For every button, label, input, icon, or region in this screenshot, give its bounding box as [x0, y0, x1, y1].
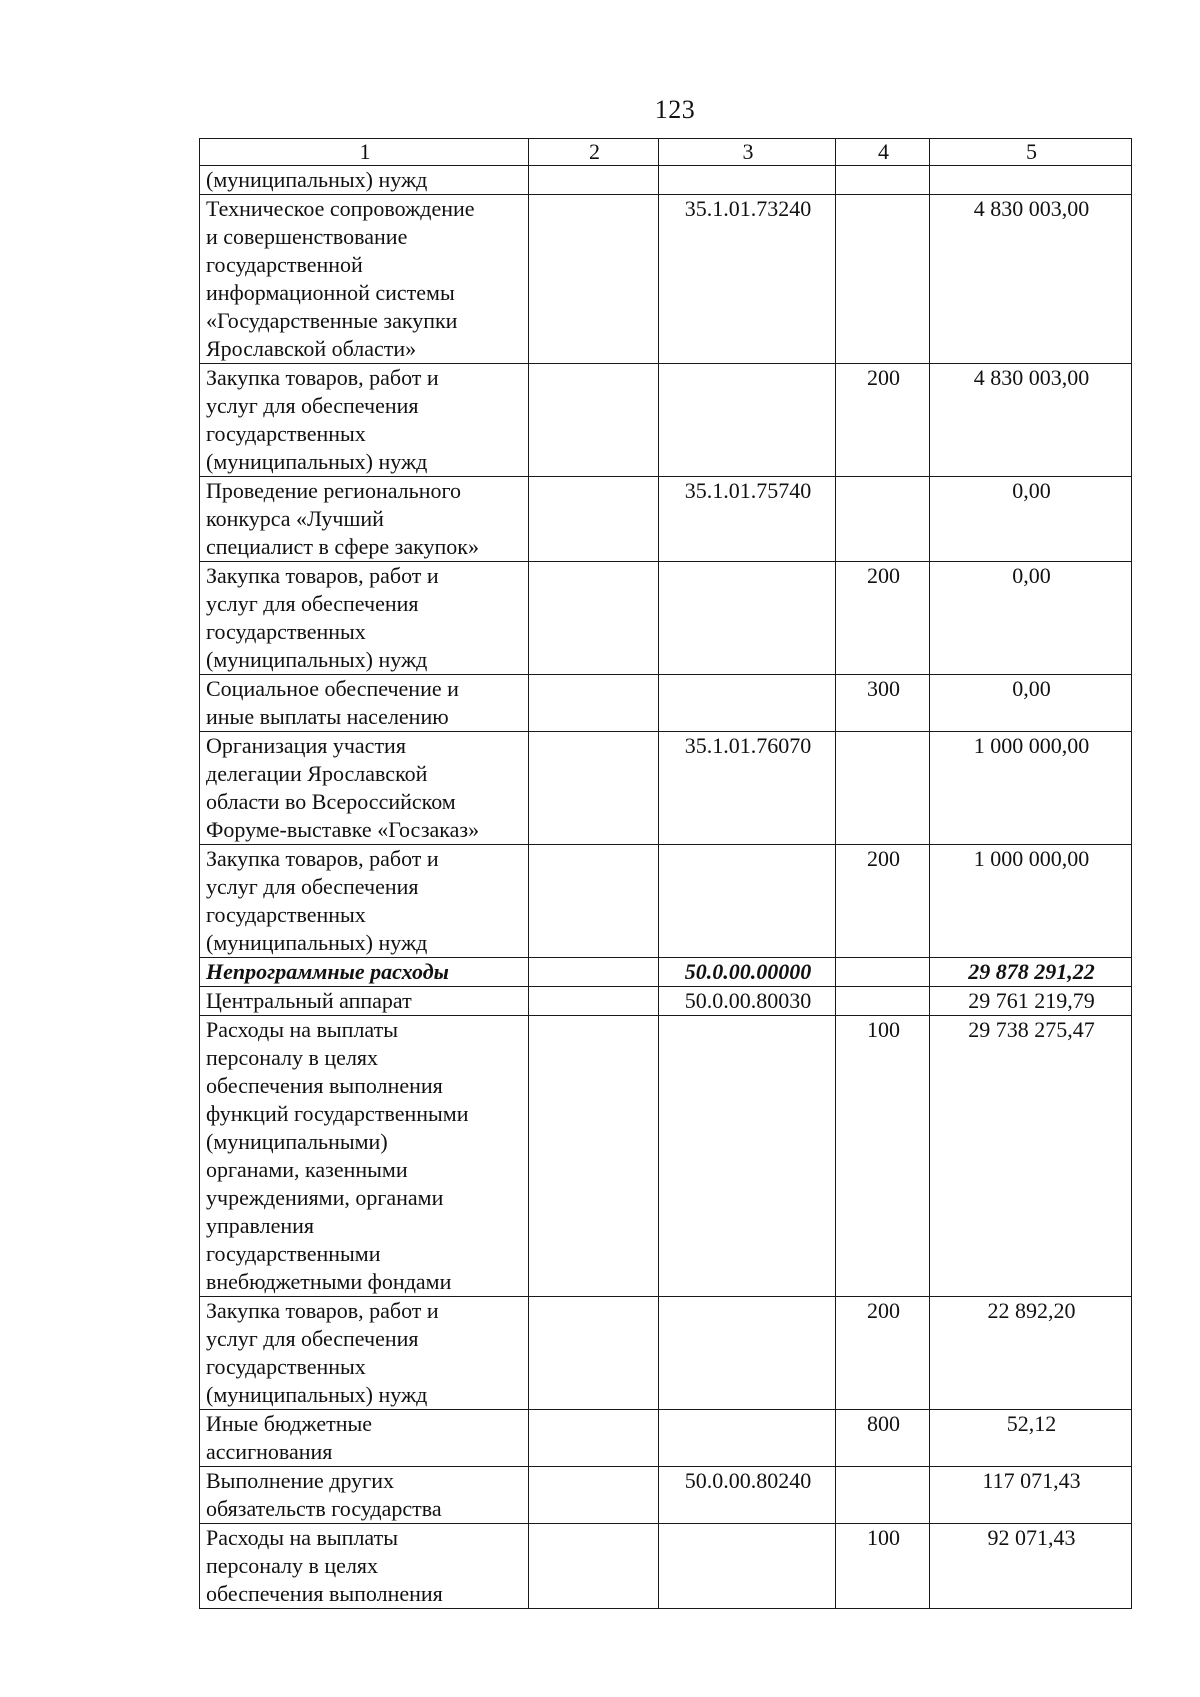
row-type: 100 — [836, 1524, 930, 1609]
table-row — [200, 675, 1132, 732]
row-type — [836, 987, 930, 1016]
row-amount: 52,12 — [930, 1410, 1132, 1467]
row-col2 — [529, 1524, 659, 1609]
row-code — [659, 845, 836, 958]
row-type: 800 — [836, 1410, 930, 1467]
row-code: 35.1.01.73240 — [659, 195, 836, 364]
budget-table — [199, 138, 1132, 1609]
row-col2 — [529, 675, 659, 732]
row-name: Проведение регионального конкурса «Лучший специалист в сфере закупок» — [200, 477, 529, 562]
row-type: 300 — [836, 675, 930, 732]
row-col2 — [529, 732, 659, 845]
header-col-3: 3 — [659, 139, 836, 166]
row-type: 200 — [836, 364, 930, 477]
row-name: Центральный аппарат — [200, 987, 529, 1016]
row-code — [659, 364, 836, 477]
table-row — [200, 166, 1132, 195]
row-col2 — [529, 987, 659, 1016]
row-amount: 29 761 219,79 — [930, 987, 1132, 1016]
row-code — [659, 1297, 836, 1410]
row-amount: 92 071,43 — [930, 1524, 1132, 1609]
row-amount: 0,00 — [930, 562, 1132, 675]
row-amount: 4 830 003,00 — [930, 195, 1132, 364]
table-row — [200, 1016, 1132, 1297]
row-col2 — [529, 1297, 659, 1410]
row-name: Выполнение других обязательств государства — [200, 1467, 529, 1524]
row-code: 50.0.00.80030 — [659, 987, 836, 1016]
row-type: 200 — [836, 1297, 930, 1410]
row-name: Закупка товаров, работ и услуг для обеспечения государственных (муниципальных) нужд — [200, 364, 529, 477]
row-amount: 1 000 000,00 — [930, 845, 1132, 958]
row-type — [836, 1467, 930, 1524]
row-col2 — [529, 958, 659, 987]
header-col-5: 5 — [930, 139, 1132, 166]
table-row — [200, 364, 1132, 477]
row-name: Организация участия делегации Ярославской области во Всероссийском Форуме-выставке «Госзаказ» — [200, 732, 529, 845]
row-col2 — [529, 195, 659, 364]
row-code — [659, 562, 836, 675]
row-col2 — [529, 1016, 659, 1297]
row-amount: 29 878 291,22 — [930, 958, 1132, 987]
row-code: 35.1.01.75740 — [659, 477, 836, 562]
row-name: Закупка товаров, работ и услуг для обеспечения государственных (муниципальных) нужд — [200, 1297, 529, 1410]
row-type — [836, 166, 930, 195]
table-row — [200, 1410, 1132, 1467]
row-amount: 0,00 — [930, 675, 1132, 732]
row-col2 — [529, 562, 659, 675]
row-amount: 1 000 000,00 — [930, 732, 1132, 845]
row-code — [659, 675, 836, 732]
row-name: Расходы на выплаты персоналу в целях обеспечения выполнения — [200, 1524, 529, 1609]
row-type: 200 — [836, 845, 930, 958]
row-name: Техническое сопровождение и совершенствование государственной информационной системы «Государственные закупки Ярославской области» — [200, 195, 529, 364]
row-col2 — [529, 166, 659, 195]
page-number: 123 — [654, 95, 696, 124]
row-name: Непрограммные расходы — [200, 958, 529, 987]
row-name: Закупка товаров, работ и услуг для обеспечения государственных (муниципальных) нужд — [200, 562, 529, 675]
row-name: Социальное обеспечение и иные выплаты населению — [200, 675, 529, 732]
row-amount — [930, 166, 1132, 195]
table-row — [200, 845, 1132, 958]
row-type — [836, 195, 930, 364]
row-amount: 22 892,20 — [930, 1297, 1132, 1410]
row-amount: 117 071,43 — [930, 1467, 1132, 1524]
row-name: Закупка товаров, работ и услуг для обеспечения государственных (муниципальных) нужд — [200, 845, 529, 958]
table-row — [200, 732, 1132, 845]
row-col2 — [529, 1410, 659, 1467]
table-header-row — [200, 139, 1132, 166]
row-type: 100 — [836, 1016, 930, 1297]
header-col-2: 2 — [529, 139, 659, 166]
table-row — [200, 477, 1132, 562]
row-code — [659, 1016, 836, 1297]
row-col2 — [529, 845, 659, 958]
row-type: 200 — [836, 562, 930, 675]
table-row — [200, 1297, 1132, 1410]
row-code: 50.0.00.80240 — [659, 1467, 836, 1524]
header-col-4: 4 — [836, 139, 930, 166]
row-col2 — [529, 1467, 659, 1524]
table-row — [200, 562, 1132, 675]
row-amount: 29 738 275,47 — [930, 1016, 1132, 1297]
row-amount: 0,00 — [930, 477, 1132, 562]
table-row-section-total — [200, 958, 1132, 987]
row-amount: 4 830 003,00 — [930, 364, 1132, 477]
row-code — [659, 1410, 836, 1467]
row-code — [659, 166, 836, 195]
table-row — [200, 987, 1132, 1016]
row-type — [836, 732, 930, 845]
row-type — [836, 958, 930, 987]
row-name: Иные бюджетные ассигнования — [200, 1410, 529, 1467]
table-row — [200, 1467, 1132, 1524]
row-code — [659, 1524, 836, 1609]
table-row — [200, 1524, 1132, 1609]
row-col2 — [529, 364, 659, 477]
row-name: (муниципальных) нужд — [200, 166, 529, 195]
row-code: 35.1.01.76070 — [659, 732, 836, 845]
row-name: Расходы на выплаты персоналу в целях обеспечения выполнения функций государственными (муниципальными) органами, казенными учреждениями, органами управления государственными внебюджетными фондами — [200, 1016, 529, 1297]
row-code: 50.0.00.00000 — [659, 958, 836, 987]
table-row — [200, 195, 1132, 364]
header-col-1: 1 — [200, 139, 529, 166]
row-col2 — [529, 477, 659, 562]
row-type — [836, 477, 930, 562]
